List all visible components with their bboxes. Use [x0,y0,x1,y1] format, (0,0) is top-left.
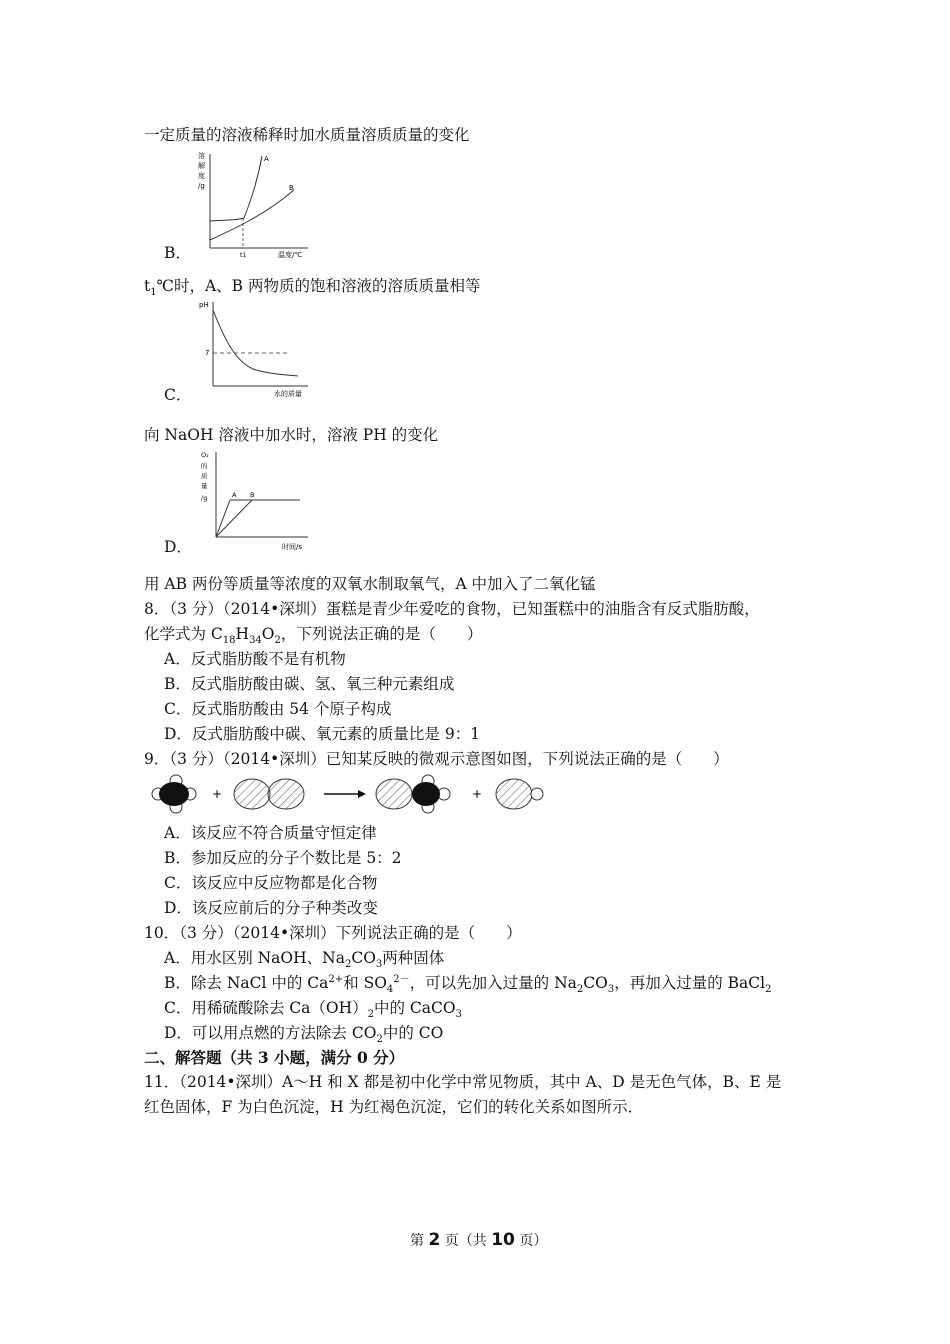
section-heading: 二、解答题（共 3 小题，满分 0 分） [144,1048,405,1067]
q10-option-d: D．可以用点燃的方法除去 $CO_2$中的 CO [164,1024,444,1046]
o2-y-label-3: 质 [201,472,208,480]
option-a-caption: 一定质量的溶液稀释时加水质量溶质质量的变化 [144,126,470,144]
option-d-letter: D． [164,538,192,556]
q9-stem: 9．（3 分）（2014•深圳）已知某反映的微观示意图如图，下列说法正确的是（ ） [144,750,729,768]
product-molecule-2 [496,779,543,809]
plus-sign-1: + [212,787,223,801]
q11-stem-line2: 红色固体，F 为白色沉淀，H 为红褐色沉淀，它们的转化关系如图所示． [144,1098,644,1116]
curve-a-label: A [264,155,269,163]
q10-stem: 10．（3 分）（2014•深圳）下列说法正确的是（ ） [144,924,522,942]
reaction-arrow [324,790,366,798]
page-number: 2 [428,1230,441,1250]
q9-option-c: C．该反应中反应物都是化合物 [164,874,378,892]
o2-y-label-1: O₂ [201,451,209,459]
ph-curve-graph [196,298,316,403]
y-label-4: /g [198,182,205,190]
q8-option-c: C．反式脂肪酸由 54 个原子构成 [164,700,392,718]
option-c-caption: 向 NaOH 溶液中加水时，溶液 PH 的变化 [144,426,439,444]
option-b-caption: $t_1℃$时，A、B 两物质的饱和溶液的溶质质量相等 [144,277,481,299]
page-footer: 第 2 页（共 10 页） [410,1230,548,1250]
q9-option-d: D．该反应前后的分子种类改变 [164,899,378,917]
x-axis-label: 温度/℃ [278,251,303,259]
q9-option-b: B．参加反应的分子个数比是 5：2 [164,849,402,867]
option-d-caption: 用 AB 两份等质量等浓度的双氧水制取氧气，A 中加入了二氧化锰 [144,575,596,593]
curve-b-label: B [289,184,294,192]
ph-reference-7: 7 [205,349,210,357]
q8-stem-line1: 8．（3 分）（2014•深圳）蛋糕是青少年爱吃的食物，已知蛋糕中的油脂含有反式脂肪酸， [144,600,760,618]
solubility-curve-graph [196,148,316,263]
q8-stem-line2: 化学式为 $C_{18}H_{34}O_2$，下列说法正确的是（ ） [144,625,483,647]
t1-tick-label: t1 [240,252,247,259]
q10-option-b: B．除去 NaCl 中的 $Ca^{2+}$和 $SO_4^{2-}$，可以先加入过量的 $Na_2CO_3$，再加入过量的 BaCl$_2$ [164,973,772,996]
reactant-molecule-2 [234,779,304,809]
page-total: 10 [491,1230,515,1250]
point-b-label: B [250,491,255,499]
ph-y-label: pH [199,301,209,309]
option-c-letter: C． [164,386,192,404]
option-b-letter: B． [164,244,191,262]
ph-x-label: 水的质量 [274,390,302,398]
q8-option-a: A．反式脂肪酸不是有机物 [164,650,346,668]
o2-y-label-2: 的 [201,462,208,470]
q10-option-c: C．用稀硫酸除去 $Ca(OH)_2$中的 CaCO$_3$ [164,999,462,1021]
q10-option-a: A．用水区别 NaOH、$Na_2CO_3$两种固体 [164,949,445,971]
q8-option-d: D．反式脂肪酸中碳、氧元素的质量比是 9：1 [164,725,481,743]
point-a-label: A [232,491,237,499]
reaction-microscopic-diagram [144,772,564,818]
q9-option-a: A．该反应不符合质量守恒定律 [164,824,377,842]
q8-option-b: B．反式脂肪酸由碳、氢、氧三种元素组成 [164,675,455,693]
o2-y-label-4: 量 [201,482,208,490]
reactant-molecule-1 [152,775,196,813]
q11-stem-line1: 11．（2014•深圳）A～H 和 X 都是初中化学中常见物质，其中 A、D 是无色气体，B、E 是 [144,1073,782,1091]
o2-y-label-5: /g [201,494,208,502]
oxygen-mass-graph [196,448,316,558]
product-molecule-1 [376,775,450,813]
y-label-3: 度 [198,172,205,180]
time-x-label: 时间/s [282,543,303,551]
y-label-2: 解 [198,162,205,170]
plus-sign-2: + [472,787,483,801]
y-label-1: 溶 [198,152,205,160]
